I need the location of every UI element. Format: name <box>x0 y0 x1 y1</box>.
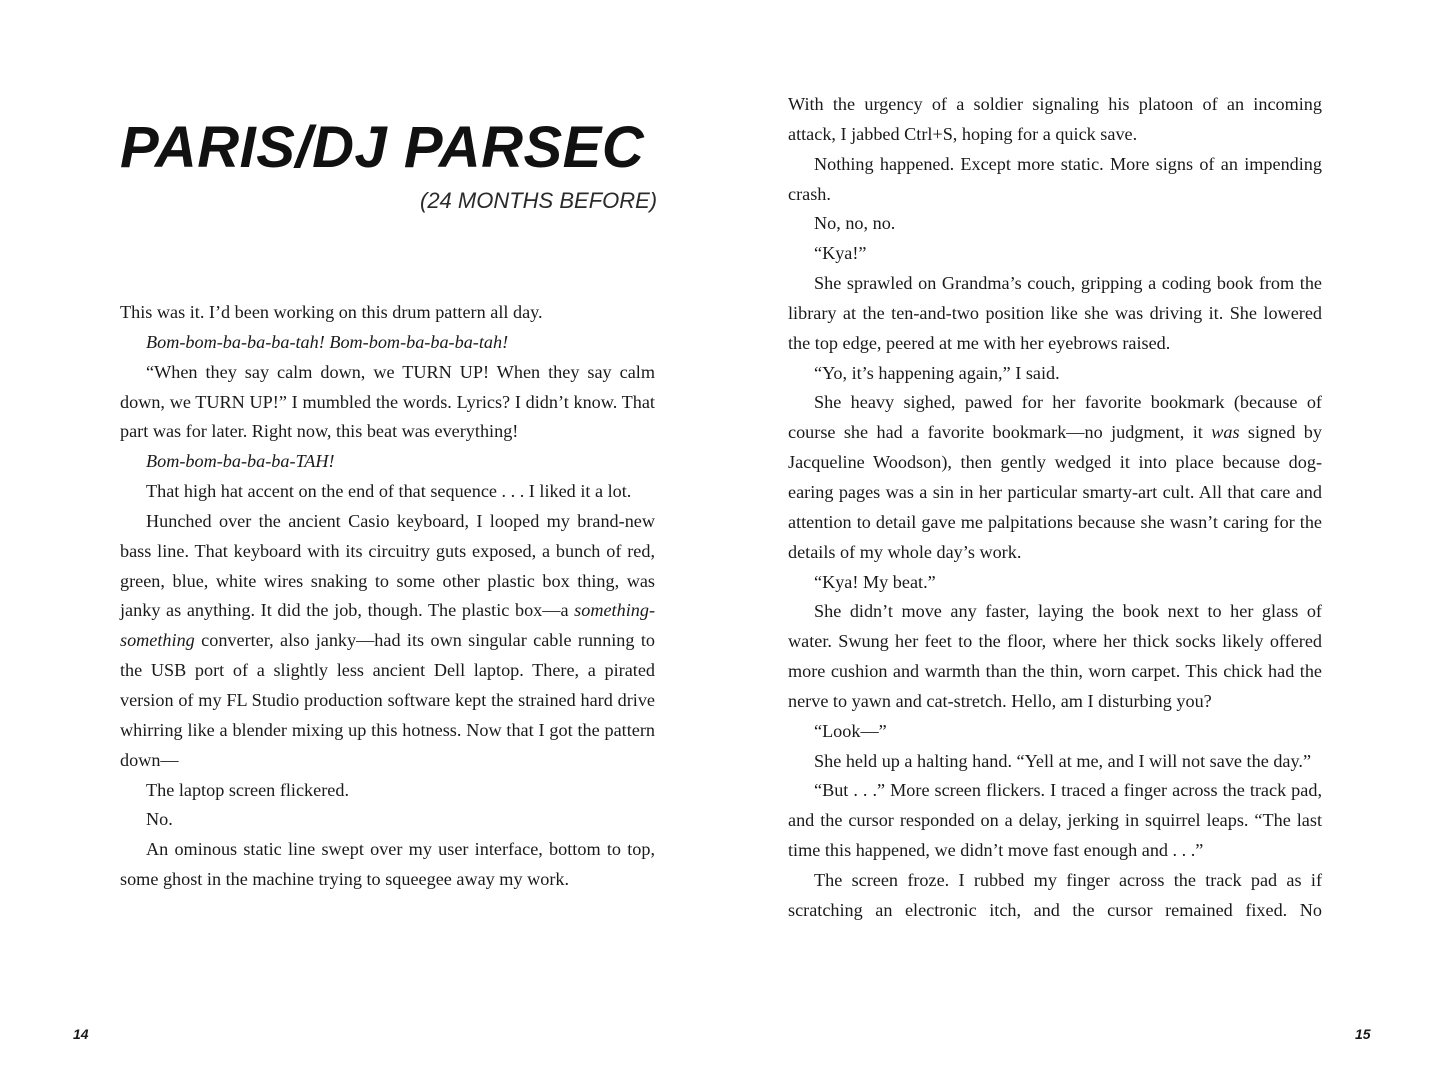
chapter-subtitle: (24 MONTHS BEFORE) <box>420 188 658 213</box>
paragraph-text: converter, also janky—had its own singular cable running to the USB port of a slightly less ancient Dell laptop. There, a pirated version of my FL Studio production software kept the strained hard drive whirring like a blender mixing up this hotness. Now that I got the pattern down— <box>120 630 655 770</box>
paragraph: That high hat accent on the end of that sequence . . . I liked it a lot. <box>146 481 632 502</box>
paragraph: No, no, no. <box>814 213 896 234</box>
paragraph: “Yo, it’s happening again,” I said. <box>814 362 1060 383</box>
paragraph: “Kya! My beat.” <box>814 571 936 592</box>
paragraph: She didn’t move any faster, laying the book next to her glass of water. Swung her feet to the floor, where her thick socks likely offered more cushion and warmth than the thin, worn carpet. This chick had the nerve to yawn and cat-stretch. Hello, am I disturbing you? <box>788 601 1322 711</box>
left-body-text <box>120 298 655 895</box>
paragraph: “When they say calm down, we TURN UP! When they say calm down, we TURN UP!” I mumbled the words. Lyrics? I didn’t know. That part was for later. Right now, this beat was everything! <box>120 361 655 442</box>
page-number: 14 <box>73 1026 89 1042</box>
paragraph: No. <box>146 809 173 830</box>
chapter-title: PARIS/DJ PARSEC <box>120 115 645 180</box>
paragraph-sound-effect: Bom-bom-ba-ba-ba-tah! Bom-bom-ba-ba-ba-tah! <box>146 331 509 352</box>
paragraph-text: Hunched over the ancient Casio keyboard, I looped my brand-new bass line. That keyboard with its circuitry guts exposed, a bunch of red, green, blue, white wires snaking to some other plastic box thing, was janky as anything. It did the job, though. The plastic box—a <box>120 510 655 621</box>
paragraph: “Look—” <box>814 720 887 741</box>
paragraph <box>788 388 1322 567</box>
paragraph: The laptop screen flickered. <box>146 779 349 800</box>
paragraph: An ominous static line swept over my user interface, bottom to top, some ghost in the machine trying to squeegee away my work. <box>120 839 655 890</box>
paragraph: “Kya!” <box>814 243 867 264</box>
paragraph-text: She heavy sighed, pawed for her favorite bookmark (because of course she had a favorite bookmark—no judgment, it <box>788 392 1322 443</box>
paragraph: She sprawled on Grandma’s couch, gripping a coding book from the library at the ten-and-two position like she was driving it. She lowered the top edge, peered at me with her eyebrows raised. <box>788 273 1322 353</box>
paragraph: This was it. I’d been working on this drum pattern all day. <box>120 302 543 322</box>
paragraph: “But . . .” More screen flickers. I traced a finger across the track pad, and the cursor responded on a delay, jerking in squirrel leaps. “The last time this happened, we didn’t move fast enough and . . .” <box>788 780 1322 861</box>
right-body-text <box>788 90 1322 926</box>
paragraph <box>120 507 655 776</box>
left-page <box>0 0 715 1080</box>
emphasized-text: was <box>1211 422 1240 443</box>
emphasized-text: something-something <box>120 600 655 651</box>
paragraph: With the urgency of a soldier signaling his platoon of an incoming attack, I jabbed Ctrl+S, hoping for a quick save. <box>788 94 1322 144</box>
paragraph-text: signed by Jacqueline Woodson), then gently wedged it into place because dog-earing pages was a sin in her particular smarty-art cult. All that care and attention to detail gave me palpitations because she wasn’t caring for the details of my whole day’s work. <box>788 422 1322 562</box>
right-page <box>715 0 1431 1080</box>
paragraph-continues: The screen froze. I rubbed my finger across the track pad as if scratching an electronic itch, and the cursor remained fixed. No <box>788 869 1322 920</box>
paragraph-sound-effect: Bom-bom-ba-ba-ba-TAH! <box>146 451 335 472</box>
paragraph: Nothing happened. Except more static. More signs of an impending crash. <box>788 153 1322 204</box>
paragraph: She held up a halting hand. “Yell at me, and I will not save the day.” <box>814 750 1312 771</box>
page-number: 15 <box>1355 1026 1371 1042</box>
